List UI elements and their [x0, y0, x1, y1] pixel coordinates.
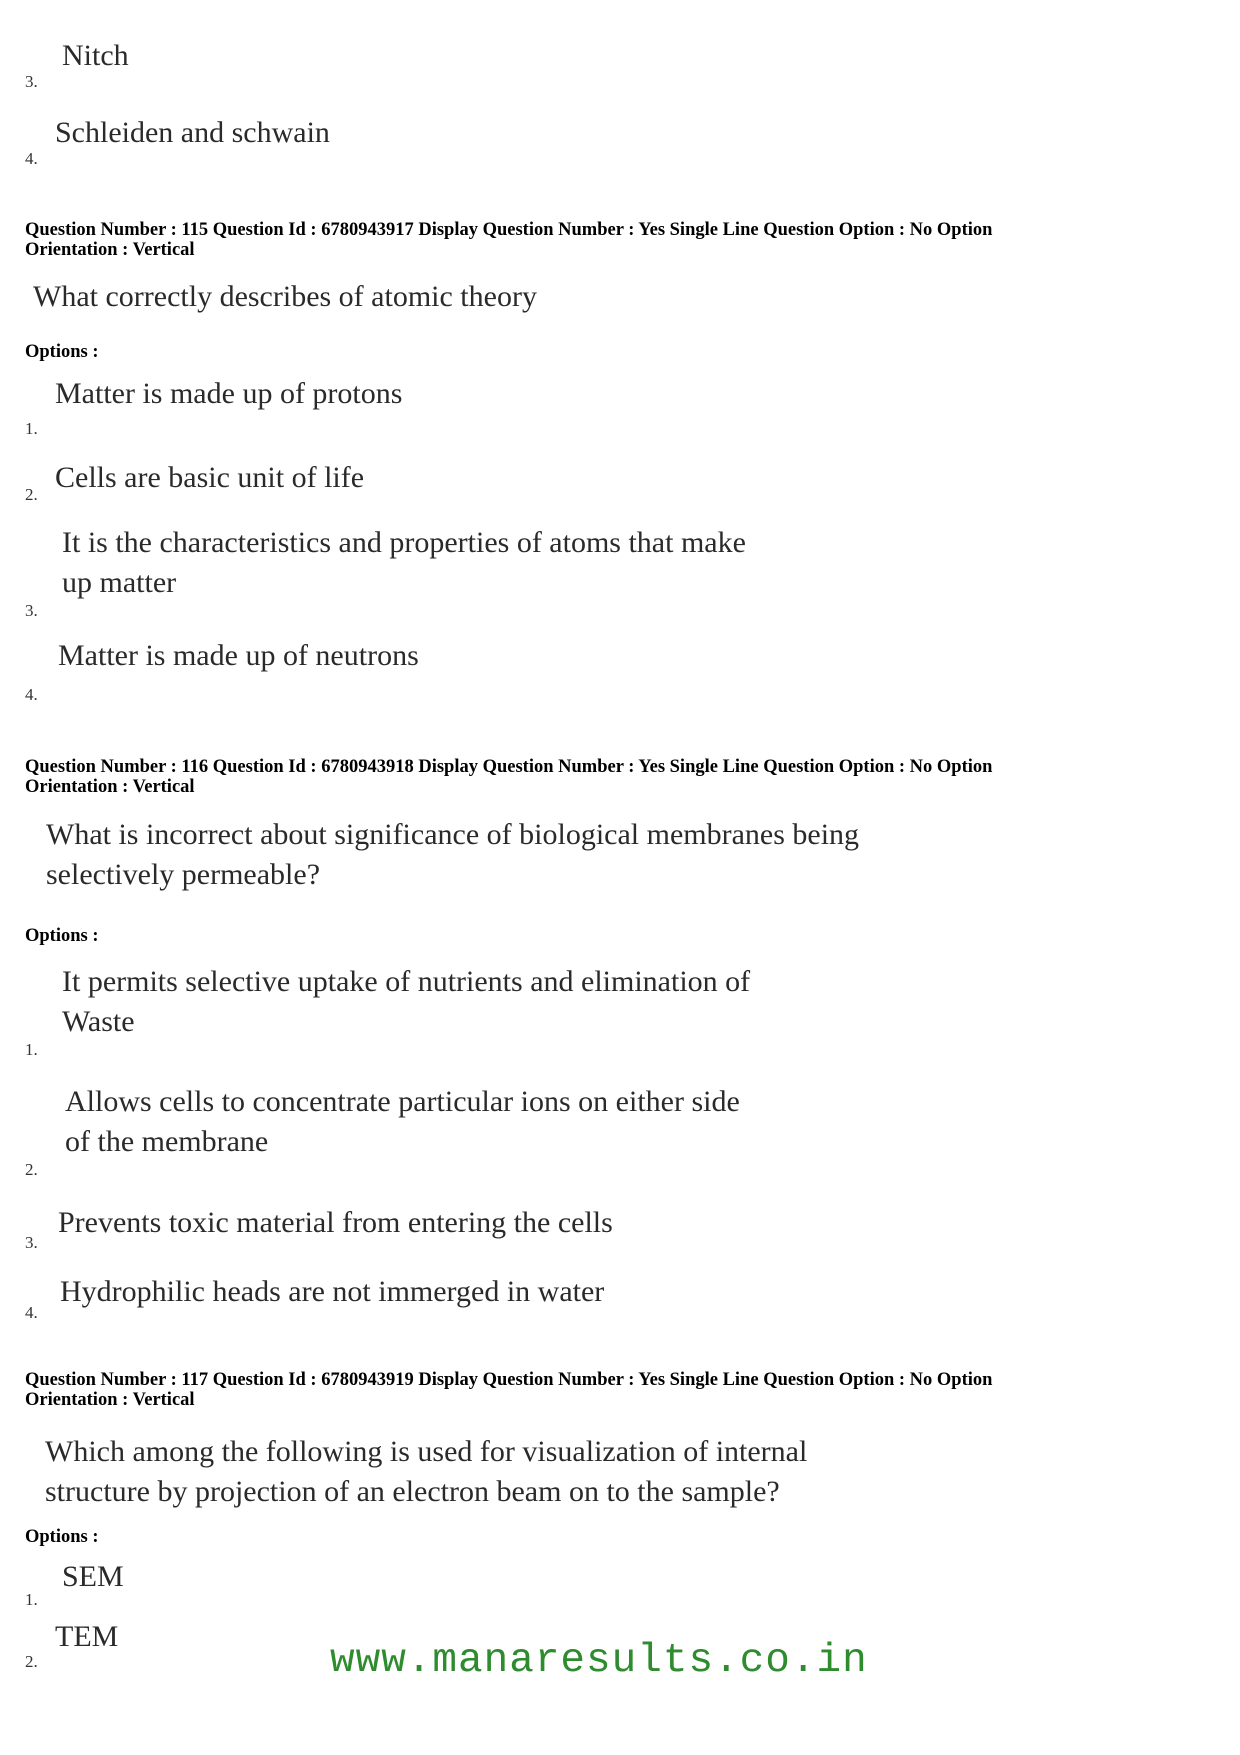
option-text: Hydrophilic heads are not immerged in water [60, 1275, 605, 1308]
option-text: It permits selective uptake of nutrients and elimination of [62, 965, 751, 998]
option-number: 1. [25, 1590, 38, 1609]
option-number: 2. [25, 1160, 38, 1179]
options-label: Options : [25, 342, 99, 362]
option-text: Matter is made up of neutrons [58, 639, 419, 672]
option-text: Waste [62, 1005, 135, 1038]
question-meta-line: Question Number : 116 Question Id : 6780943918 Display Question Number : Yes Single Line Question Option : No Option [25, 757, 993, 777]
option-number: 3. [25, 1233, 38, 1252]
option-number: 2. [25, 485, 38, 504]
question-meta-line: Question Number : 115 Question Id : 6780943917 Display Question Number : Yes Single Line Question Option : No Option [25, 220, 993, 240]
question-meta [25, 757, 1205, 797]
option-number: 3. [25, 601, 38, 620]
option-text: Prevents toxic material from entering the cells [58, 1206, 613, 1239]
option-number: 4. [25, 1303, 38, 1322]
question-text: What is incorrect about significance of biological membranes being [46, 818, 860, 851]
option-text: Cells are basic unit of life [55, 461, 365, 494]
option-number: 3. [25, 72, 38, 91]
question-meta [25, 220, 1205, 260]
question-text: What correctly describes of atomic theory [33, 280, 537, 313]
option-number: 2. [25, 1652, 38, 1671]
question-meta-line: Question Number : 117 Question Id : 6780943919 Display Question Number : Yes Single Line Question Option : No Option [25, 1370, 993, 1390]
question-text: selectively permeable? [46, 858, 321, 891]
question-meta-line: Orientation : Vertical [25, 1390, 195, 1410]
question-meta [25, 1370, 1205, 1410]
watermark-link[interactable]: www.manaresults.co.in [330, 1638, 868, 1684]
options-label: Options : [25, 926, 99, 946]
option-text: Allows cells to concentrate particular ions on either side [65, 1085, 740, 1118]
question-text: structure by projection of an electron beam on to the sample? [45, 1475, 780, 1508]
option-text: Matter is made up of protons [55, 377, 403, 410]
option-number: 1. [25, 1040, 38, 1059]
option-text: of the membrane [65, 1125, 269, 1158]
options-label: Options : [25, 1527, 99, 1547]
option-text: up matter [62, 566, 177, 599]
question-meta-line: Orientation : Vertical [25, 240, 195, 260]
option-text: TEM [55, 1620, 119, 1653]
option-text: It is the characteristics and properties of atoms that make [62, 526, 746, 559]
question-meta-line: Orientation : Vertical [25, 777, 195, 797]
option-text: Nitch [62, 39, 129, 72]
question-text: Which among the following is used for visualization of internal [45, 1435, 808, 1468]
option-number: 1. [25, 419, 38, 438]
option-text: SEM [62, 1560, 124, 1593]
option-text: Schleiden and schwain [55, 116, 330, 149]
option-number: 4. [25, 685, 38, 704]
option-number: 4. [25, 149, 38, 168]
